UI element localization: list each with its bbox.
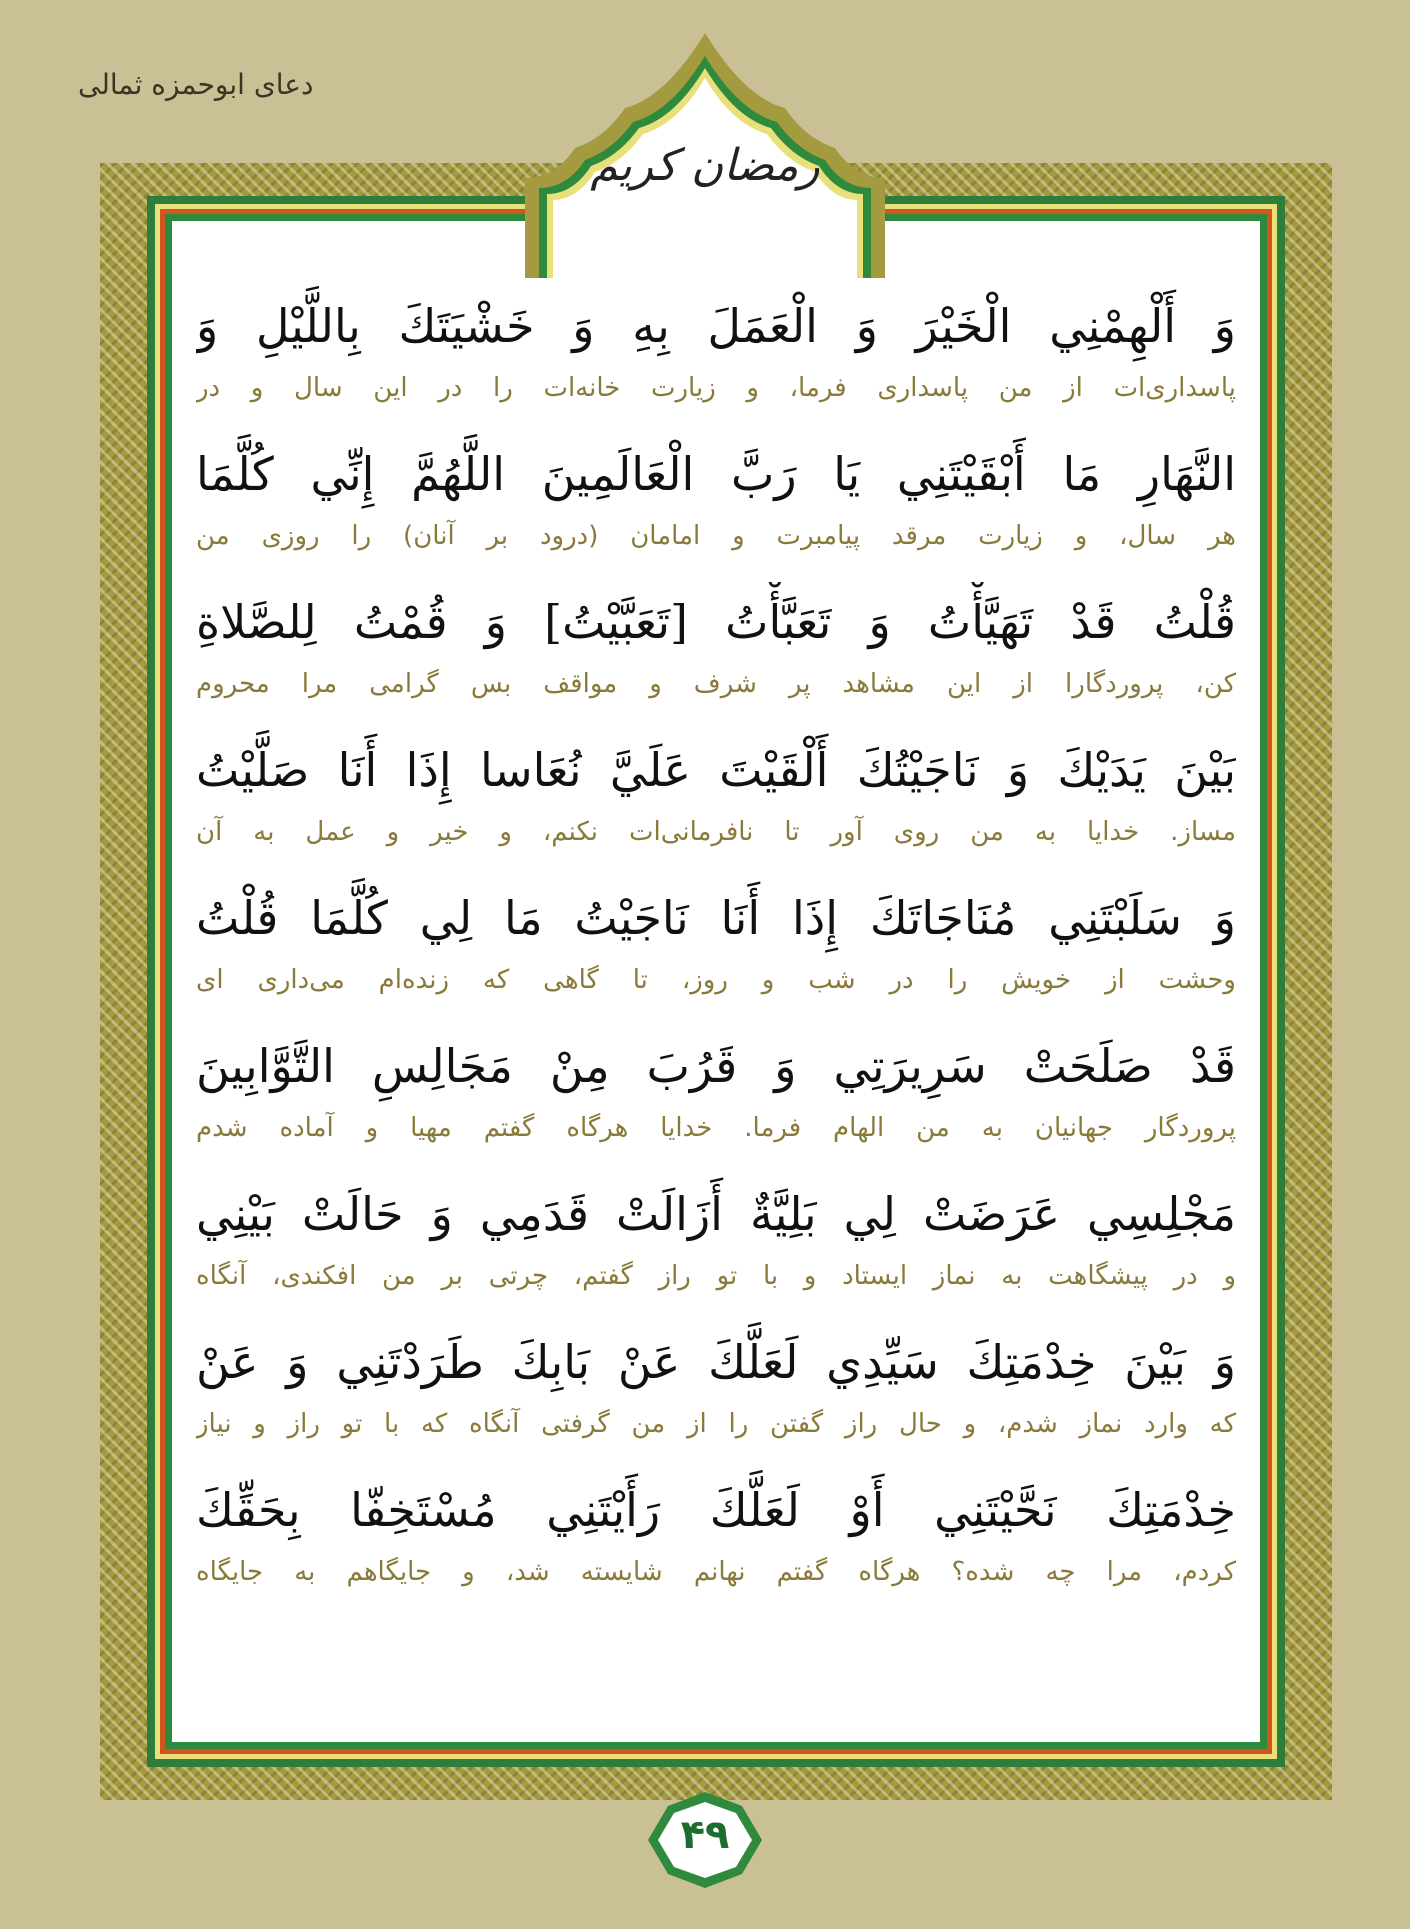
verse-block bbox=[196, 280, 1236, 428]
book-title: دعای ابوحمزه ثمالی bbox=[78, 68, 314, 101]
verse-block bbox=[196, 1464, 1236, 1612]
verse-block bbox=[196, 872, 1236, 1020]
translation-line: هر سال، و زیارت مرقد پیامبرت و امامان (درود بر آنان) را روزی من bbox=[196, 521, 1236, 551]
page-number: ۴۹ bbox=[680, 1812, 730, 1858]
translation-line: کن، پروردگارا از این مشاهد پر شرف و مواقف بس گرامی مرا محروم bbox=[196, 669, 1236, 699]
arabic-line: وَ بَيْنَ خِدْمَتِكَ سَيِّدِي لَعَلَّكَ عَنْ بَابِكَ طَرَدْتَنِي وَ عَنْ bbox=[196, 1335, 1236, 1389]
verse-block bbox=[196, 576, 1236, 724]
arabic-line: مَجْلِسِي عَرَضَتْ لِي بَلِيَّةٌ أَزَالَتْ قَدَمِي وَ حَالَتْ بَيْنِي bbox=[196, 1187, 1236, 1241]
translation-line: پاسداری‌ات از من پاسداری فرما، و زیارت خانه‌ات را در این سال و در bbox=[196, 373, 1236, 403]
translation-line: وحشت از خویش را در شب و روز، تا گاهی که زنده‌ام می‌داری ای bbox=[196, 965, 1236, 995]
medallion-title: رمضان کریم bbox=[590, 140, 820, 191]
translation-line: و در پیشگاهت به نماز ایستاد و با تو راز گفتم، چرتی بر من افکندی، آنگاه bbox=[196, 1261, 1236, 1291]
translation-line: پروردگار جهانیان به من الهام فرما. خدایا هرگاه گفتم مهیا و آماده شدم bbox=[196, 1113, 1236, 1143]
verse-block bbox=[196, 724, 1236, 872]
translation-line: مساز. خدایا به من روی آور تا نافرمانی‌ات نکنم، و خیر و عمل به آن bbox=[196, 817, 1236, 847]
translation-line: کردم، مرا چه شده؟ هرگاه گفتم نهانم شایسته شد، و جایگاهم به جایگاه bbox=[196, 1557, 1236, 1587]
arabic-line: وَ أَلْهِمْنِي الْخَيْرَ وَ الْعَمَلَ بِهِ وَ خَشْيَتَكَ بِاللَّيْلِ وَ bbox=[196, 299, 1236, 353]
arabic-line: بَيْنَ يَدَيْكَ وَ نَاجَيْتُكَ أَلْقَيْتَ عَلَيَّ نُعَاسا إِذَا أَنَا صَلَّيْتُ bbox=[196, 743, 1236, 797]
arabic-line: قُلْتُ قَدْ تَهَيَّأْتُ وَ تَعَبَّأْتُ [تَعَبَّيْتُ] وَ قُمْتُ لِلصَّلاةِ bbox=[196, 595, 1236, 649]
verse-block bbox=[196, 1020, 1236, 1168]
prayer-text bbox=[196, 280, 1236, 1612]
arabic-line: قَدْ صَلَحَتْ سَرِيرَتِي وَ قَرُبَ مِنْ مَجَالِسِ التَّوَّابِينَ bbox=[196, 1039, 1236, 1093]
arabic-line: خِدْمَتِكَ نَحَّيْتَنِي أَوْ لَعَلَّكَ رَأَيْتَنِي مُسْتَخِفّا بِحَقِّكَ bbox=[196, 1483, 1236, 1537]
arabic-line: النَّهَارِ مَا أَبْقَيْتَنِي يَا رَبَّ الْعَالَمِينَ اللَّهُمَّ إِنِّي كُلَّمَا bbox=[196, 447, 1236, 501]
verse-block bbox=[196, 1168, 1236, 1316]
translation-line: که وارد نماز شدم، و حال راز گفتن را از من گرفتی آنگاه که با تو راز و نیاز bbox=[196, 1409, 1236, 1439]
verse-block bbox=[196, 428, 1236, 576]
verse-block bbox=[196, 1316, 1236, 1464]
arabic-line: وَ سَلَبْتَنِي مُنَاجَاتَكَ إِذَا أَنَا نَاجَيْتُ مَا لِي كُلَّمَا قُلْتُ bbox=[196, 891, 1236, 945]
